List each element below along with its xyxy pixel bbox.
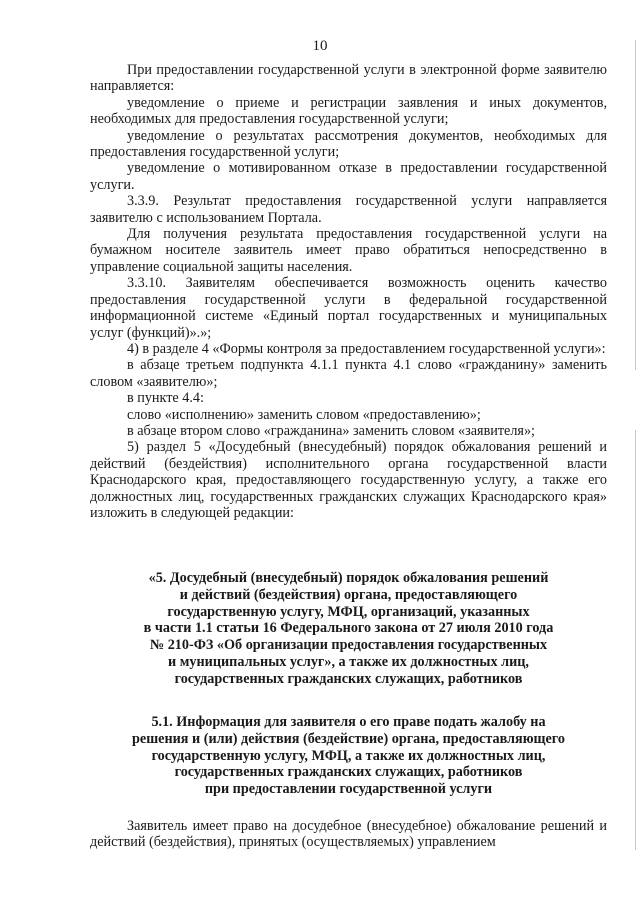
subsection-heading-line: государственных гражданских служащих, работников — [174, 764, 523, 781]
subsection-heading-line: при предоставлении государственной услуги — [204, 781, 493, 798]
paragraph-3: уведомление о результатах рассмотрения документов, необходимых для предоставления государственной услуги; — [90, 127, 607, 161]
section-heading-line: государственную услугу, МФЦ, организаций, указанных — [167, 603, 530, 620]
section-heading-line: и действий (бездействия) органа, предоставляющего — [179, 586, 518, 603]
paragraph-10: в пункте 4.4: — [127, 390, 204, 407]
paragraph-2: уведомление о приеме и регистрации заявления и иных документов, необходимых для предоставления государственной услуги; — [90, 94, 607, 128]
paragraph-9: в абзаце третьем подпункта 4.1.1 пункта 4.1 слово «гражданину» заменить словом «заявителю»; — [90, 357, 607, 390]
paragraph-11: слово «исполнению» заменить словом «предоставлению»; — [127, 406, 481, 423]
section-heading-line: № 210-ФЗ «Об организации предоставления государственных — [149, 637, 548, 654]
paragraph-1: При предоставлении государственной услуги в электронной форме заявителю направляется: — [90, 62, 607, 95]
section-heading — [90, 570, 607, 688]
subsection-heading-line: решения и (или) действия (бездействие) органа, предоставляющего — [132, 730, 565, 747]
paragraph-5: 3.3.9. Результат предоставления государственной услуги направляется заявителю с использованием Портала. — [90, 193, 607, 226]
section-heading-line: государственных гражданских служащих, работников — [174, 670, 523, 687]
subsection-heading-line: государственную услугу, МФЦ, а также их должностных лиц, — [151, 747, 546, 764]
subsection-heading — [90, 714, 607, 798]
paragraph-13: 5) раздел 5 «Досудебный (внесудебный) порядок обжалования решений и действий (бездействия) исполнительного органа государственной власти Краснодарского края, предоставляющего государственную услугу, а также его должностных лиц, государственных гражданских служащих Краснодарского края» изложить в следующей редакции: — [90, 439, 607, 521]
bottom-text-block — [90, 818, 607, 851]
paragraph-4: уведомление о мотивированном отказе в предоставлении государственной услуги. — [90, 160, 607, 193]
paragraph-7: 3.3.10. Заявителям обеспечивается возможность оценить качество предоставления государственной услуги в федеральной государственной информационной системе «Единый портал государственных и муниципальных услуг (функций)».»; — [90, 275, 607, 341]
paragraph-8: 4) в разделе 4 «Формы контроля за предоставлением государственной услуги»: — [127, 340, 606, 357]
section-heading-line: и муниципальных услуг», а также их должностных лиц, — [168, 653, 529, 670]
paragraph-14: Заявитель имеет право на досудебное (внесудебное) обжалование решений и действий (бездействия), принятых (осуществляемых) управлением — [90, 818, 607, 851]
paragraph-6: Для получения результата предоставления государственной услуги на бумажном носителе заявитель имеет право обратиться непосредственно в управление социальной защиты населения. — [90, 226, 607, 275]
section-heading-line: «5. Досудебный (внесудебный) порядок обжалования решений — [148, 570, 549, 586]
top-text-block — [90, 62, 607, 521]
scan-edge-line — [635, 430, 636, 850]
subsection-heading-line: 5.1. Информация для заявителя о его праве подать жалобу на — [151, 714, 546, 730]
scan-edge-line — [635, 40, 636, 370]
page-number: 10 — [312, 38, 328, 54]
paragraph-12: в абзаце втором слово «гражданина» заменить словом «заявителя»; — [127, 422, 535, 439]
section-heading-line: в части 1.1 статьи 16 Федерального закона от 27 июля 2010 года — [143, 620, 554, 637]
